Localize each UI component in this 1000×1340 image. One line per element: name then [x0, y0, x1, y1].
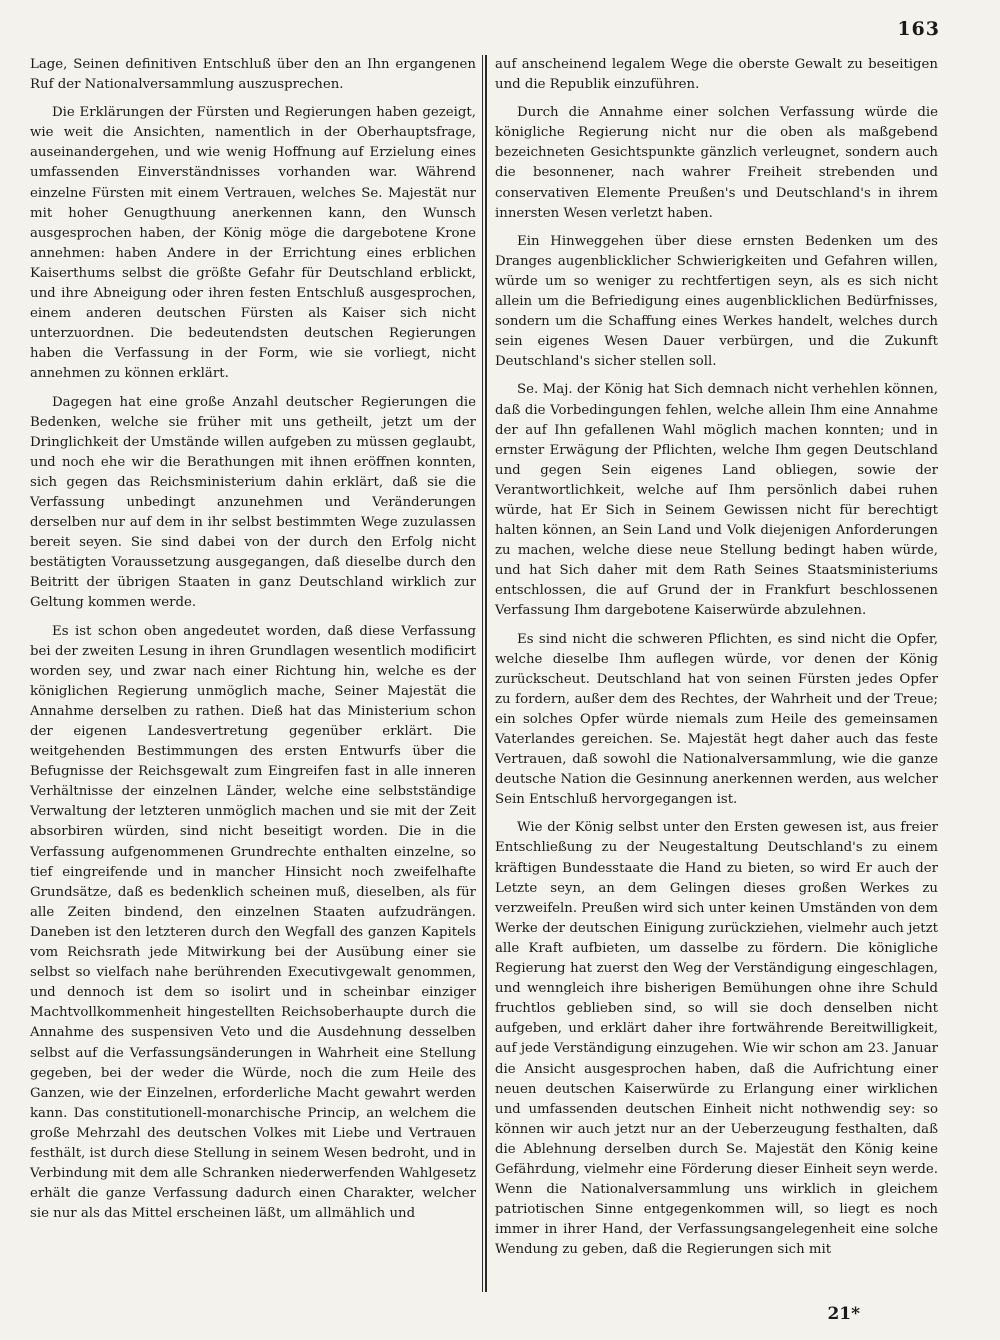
signature-mark: 21* — [827, 1304, 860, 1324]
paragraph: Lage, Seinen definitiven Entschluß über den an Ihn ergangenen Ruf der Nationalversammlung auszusprechen. — [30, 57, 476, 93]
paragraph: Durch die Annahme einer solchen Verfassung würde die königliche Regierung nicht nur die oben als maßgebend bezeichneten Gesichtspunkte gänzlich verleugnet, sondern auch die besonnener, nach wahrer Freiheit strebenden und conservativen Elemente Preußen's und Deutschland's in ihrem innersten Wesen verletzt haben. — [495, 105, 938, 221]
paragraph: Es ist schon oben angedeutet worden, daß diese Verfassung bei der zweiten Lesung in ihren Grundlagen wesentlich modificirt worden sey, und zwar nach einer Richtung hin, welche es der königlichen Regierung unmöglich mache, Seiner Majestät die Annahme derselben zu rathen. Dieß hat das Ministerium schon der eigenen Landesvertretung gegenüber erklärt. Die weitgehenden Bestimmungen des ersten Entwurfs über die Befugnisse der Reichsgewalt zum Eingreifen fast in alle inneren Verhältnisse der einzelnen Länder, welche eine selbstständige Verwaltung der letzteren unmöglich machen und sie mit der Zeit absorbiren würden, sind nicht beseitigt worden. Die in die Verfassung aufgenommenen Grundrechte enthalten einzelne, so tief eingreifende und in mancher Hinsicht noch zweifelhafte Grundsätze, daß es bedenklich scheinen muß, dieselben, als für alle Zeiten bindend, den einzelnen Staaten aufzudrängen. Daneben ist den letzteren durch den Wegfall des ganzen Kapitels vom Reichsrath jede Mitwirkung bei der Ausübung einer sie selbst so vielfach nahe berührenden Executivgewalt genommen, und dennoch ist dem so isolirt und in scheinbar einziger Machtvollkommenheit hingestellten Reichsoberhaupte durch die Annahme des suspensiven Veto und die Ausdehnung desselben selbst auf die Verfassungsänderungen in Wahrheit eine Stellung gegeben, bei der weder die Würde, noch die zum Heile des Ganzen, wie der Einzelnen, erforderliche Macht gewahrt werden kann. Das constitutionell-monarchische Princip, an welchem die große Mehrzahl des deutschen Volkes mit Liebe und Vertrauen festhält, ist durch diese Stellung in seinem Wesen bedroht, und in Verbindung mit dem alle Schranken niederwerfenden Wahlgesetz erhält die ganze Verfassung dadurch einen Charakter, welcher sie nur als das Mittel erscheinen läßt, um allmählich und — [30, 623, 476, 1222]
page-number: 163 — [897, 18, 940, 40]
right-column — [495, 55, 938, 1292]
paragraph: Se. Maj. der König hat Sich demnach nicht verhehlen können, daß die Vorbedingungen fehlen, welche allein Ihm eine Annahme der auf Ihn gefallenen Wahl möglich machen konnten; und in ernster Erwägung der Pflichten, welche Ihm gegen Deutschland und gegen Sein eigenes Land obliegen, sowie der Verantwortlichkeit, welche auf Ihm persönlich dabei ruhen würde, hat Er Sich in Seinem Gewissen nicht für berechtigt halten können, an Sein Land und Volk diejenigen Anforderungen zu machen, welche diese neue Stellung bedingt haben würde, und hat Sich daher mit dem Rath Seines Staatsministeriums entschlossen, die auf Grund der in Frankfurt beschlossenen Verfassung Ihm dargebotene Kaiserwürde abzulehnen. — [495, 382, 938, 619]
paragraph: auf anscheinend legalem Wege die oberste Gewalt zu beseitigen und die Republik einzuführen. — [495, 57, 938, 93]
paragraph: Die Erklärungen der Fürsten und Regierungen haben gezeigt, wie weit die Ansichten, namentlich in der Oberhauptsfrage, auseinandergehen, und wie wenig Hoffnung auf Erzielung eines umfassenden Einverständnisses vorhanden war. Während einzelne Fürsten mit einem Vertrauen, welches Se. Majestät nur mit hoher Genugthuung anerkennen kann, den Wunsch ausgesprochen haben, der König möge die dargebotene Krone annehmen: haben Andere in der Errichtung eines erblichen Kaiserthums selbst die größte Gefahr für Deutschland erblickt, und ihre Abneigung oder ihren festen Entschluß ausgesprochen, einem anderen deutschen Fürsten als Kaiser sich nicht unterzuordnen. Die bedeutendsten deutschen Regierungen haben die Verfassung in der Form, wie sie vorliegt, nicht annehmen zu können erklärt. — [30, 105, 476, 382]
column-divider-thin — [482, 55, 483, 1292]
left-column — [30, 55, 476, 1292]
paragraph: Ein Hinweggehen über diese ernsten Bedenken um des Dranges augenblicklicher Schwierigkeiten und Gefahren willen, würde um so weniger zu rechtfertigen seyn, als es sich nicht allein um die Befriedigung eines augenblicklichen Bedürfnisses, sondern um die Schaffung eines Werkes handelt, welches durch sein eigenes Wesen Dauer verbürgen, und die Zukunft Deutschland's sicher stellen soll. — [495, 233, 938, 370]
paragraph: Es sind nicht die schweren Pflichten, es sind nicht die Opfer, welche dieselbe Ihm auflegen würde, vor denen der König zurückscheut. Deutschland hat von seinen Fürsten jedes Opfer zu fordern, außer dem des Rechtes, der Wahrheit und der Treue; ein solches Opfer würde niemals zum Heile des gemeinsamen Vaterlandes gereichen. Se. Majestät hegt daher auch das feste Vertrauen, daß sowohl die Nationalversammlung, wie die ganze deutsche Nation die Gesinnung anerkennen werden, aus welcher Sein Entschluß hervorgegangen ist. — [495, 631, 938, 808]
paragraph: Wie der König selbst unter den Ersten gewesen ist, aus freier Entschließung zu der Neugestaltung Deutschland's zu einem kräftigen Bundesstaate die Hand zu bieten, so wird Er auch der Letzte seyn, an dem Gelingen dieses großen Werkes zu verzweifeln. Preußen wird sich unter keinen Umständen von dem Werke der deutschen Einigung zurückziehen, vielmehr auch jetzt alle Kraft aufbieten, um dasselbe zu fördern. Die königliche Regierung hat zuerst den Weg der Verständigung eingeschlagen, und wenngleich ihre bisherigen Bemühungen ohne ihre Schuld fruchtlos geblieben sind, so will sie doch denselben nicht aufgeben, und erklärt daher ihre fortwährende Bereitwilligkeit, auf jede Verständigung einzugehen. Wie wir schon am 23. Januar die Ansicht ausgesprochen haben, daß die Aufrichtung einer neuen deutschen Kaiserwürde zu Erlangung einer wirklichen und umfassenden deutschen Einheit nicht nothwendig sey: so können wir auch jetzt nur an der Ueberzeugung festhalten, daß die Ablehnung derselben durch Se. Majestät den König keine Gefährdung, vielmehr eine Förderung dieser Einheit seyn werde. Wenn die Nationalversammlung uns wirklich in gleichem patriotischen Sinne entgegenkommen will, so liegt es noch immer in ihrer Hand, der Verfassungsangelegenheit eine solche Wendung zu geben, daß die Regierungen sich mit — [495, 820, 938, 1258]
column-divider — [485, 55, 487, 1292]
paragraph: Dagegen hat eine große Anzahl deutscher Regierungen die Bedenken, welche sie früher mit uns getheilt, jetzt um der Dringlichkeit der Umstände willen aufgeben zu müssen geglaubt, und noch ehe wir die Berathungen mit ihnen eröffnen konnten, sich gegen das Reichsministerium dahin erklärt, daß sie die Verfassung unbedingt anzunehmen und Veränderungen derselben nur auf dem in ihr selbst bestimmten Wege zuzulassen bereit seyen. Sie sind dabei von der durch den Erfolg nicht bestätigten Voraussetzung ausgegangen, daß dieselbe durch den Beitritt der übrigen Staaten in ganz Deutschland wirklich zur Geltung kommen werde. — [30, 394, 476, 611]
